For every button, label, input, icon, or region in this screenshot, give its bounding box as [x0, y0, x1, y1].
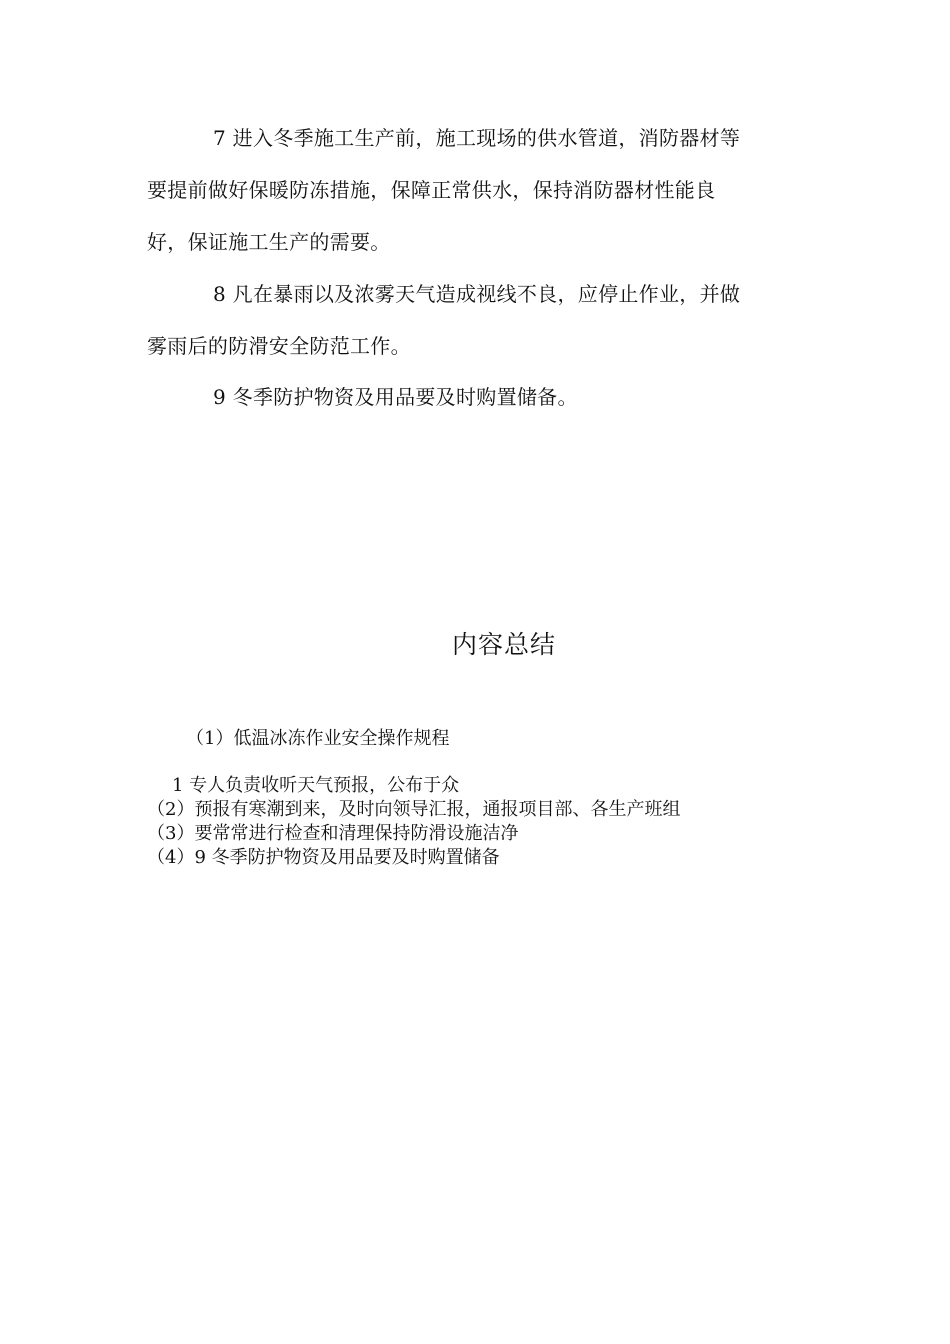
paragraph-7-line-2: 要提前做好保暖防冻措施，保障正常供水，保持消防器材性能良 [147, 178, 716, 202]
summary-heading: （1）低温冰冻作业安全操作规程 [186, 728, 450, 749]
paragraph-9-line-1: 9 冬季防护物资及用品要及时购置储备。 [213, 385, 578, 409]
paragraph-8-line-1: 8 凡在暴雨以及浓雾天气造成视线不良，应停止作业，并做 [213, 282, 741, 306]
summary-item-2: （2）预报有寒潮到来，及时向领导汇报，通报项目部、各生产班组 [147, 799, 681, 820]
paragraph-7-line-3: 好，保证施工生产的需要。 [147, 230, 391, 254]
paragraph-7-line-1: 7 进入冬季施工生产前，施工现场的供水管道，消防器材等 [213, 126, 741, 150]
summary-title: 内容总结 [451, 630, 556, 659]
paragraph-8-line-2: 雾雨后的防滑安全防范工作。 [147, 334, 411, 358]
summary-item-1: 1 专人负责收听天气预报，公布于众 [172, 775, 460, 796]
summary-item-4: （4）9 冬季防护物资及用品要及时购置储备 [147, 847, 500, 868]
summary-item-3: （3）要常常进行检查和清理保持防滑设施洁净 [147, 823, 519, 844]
